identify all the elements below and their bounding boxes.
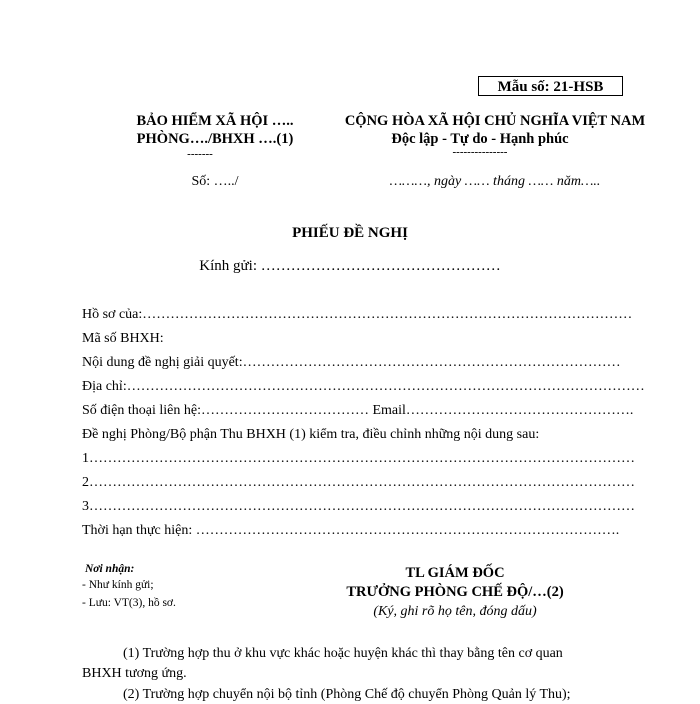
field-request-content: Nội dung đề nghị giải quyết:……………………………………………………………………… — [82, 355, 621, 370]
signature-title-1: TL GIÁM ĐỐC — [405, 565, 505, 581]
recipient-line: Kính gửi: ………………………………………… — [199, 258, 501, 274]
field-address: Địa chỉ:………………………………………………………………………………………………… — [82, 379, 645, 394]
document-title: PHIẾU ĐỀ NGHỊ — [292, 225, 408, 241]
footnote-2: (2) Trường hợp chuyển nội bộ tỉnh (Phòng Chế độ chuyển Phòng Quản lý Thu); — [123, 687, 571, 702]
agency-name: BẢO HIỂM XÃ HỘI ….. — [136, 113, 294, 129]
field-item-3: 3……………………………………………………………………………………………………… — [82, 499, 635, 514]
recipients-line-1: - Như kính gửi; — [82, 579, 154, 591]
republic-divider: --------------- — [452, 146, 508, 158]
signature-instruction: (Ký, ghi rõ họ tên, đóng dấu) — [373, 604, 537, 619]
recipients-heading: Nơi nhận: — [85, 563, 135, 575]
field-applicant: Hồ sơ của:…………………………………………………………………………………………… — [82, 307, 633, 322]
field-item-2: 2……………………………………………………………………………………………………… — [82, 475, 635, 490]
agency-divider: ------- — [187, 148, 213, 160]
footnote-1-continued: BHXH tương ứng. — [82, 666, 187, 681]
document-number: Số: …../ — [191, 174, 239, 189]
republic-motto: Độc lập - Tự do - Hạnh phúc — [391, 131, 569, 147]
field-social-insurance-number: Mã số BHXH: — [82, 331, 164, 346]
signature-title-2: TRƯỞNG PHÒNG CHẾ ĐỘ/…(2) — [346, 584, 564, 600]
field-deadline: Thời hạn thực hiện: ………………………………………………………………………………. — [82, 523, 620, 538]
field-request-statement: Đề nghị Phòng/Bộ phận Thu BHXH (1) kiểm tra, điều chỉnh những nội dung sau: — [82, 427, 540, 442]
date-line: ………, ngày …… tháng …… năm….. — [389, 174, 601, 189]
footnote-1: (1) Trường hợp thu ở khu vực khác hoặc huyện khác thì thay bằng tên cơ quan — [123, 646, 563, 661]
agency-department: PHÒNG…./BHXH ….(1) — [136, 131, 294, 147]
field-item-1: 1……………………………………………………………………………………………………… — [82, 451, 635, 466]
republic-name: CỘNG HÒA XÃ HỘI CHỦ NGHĨA VIỆT NAM — [344, 113, 646, 129]
form-code-box: Mẫu số: 21-HSB — [478, 76, 623, 96]
field-phone-email: Số điện thoại liên hệ:……………………………… Email…………………………………………. — [82, 403, 634, 418]
recipients-line-2: - Lưu: VT(3), hồ sơ. — [82, 597, 176, 609]
